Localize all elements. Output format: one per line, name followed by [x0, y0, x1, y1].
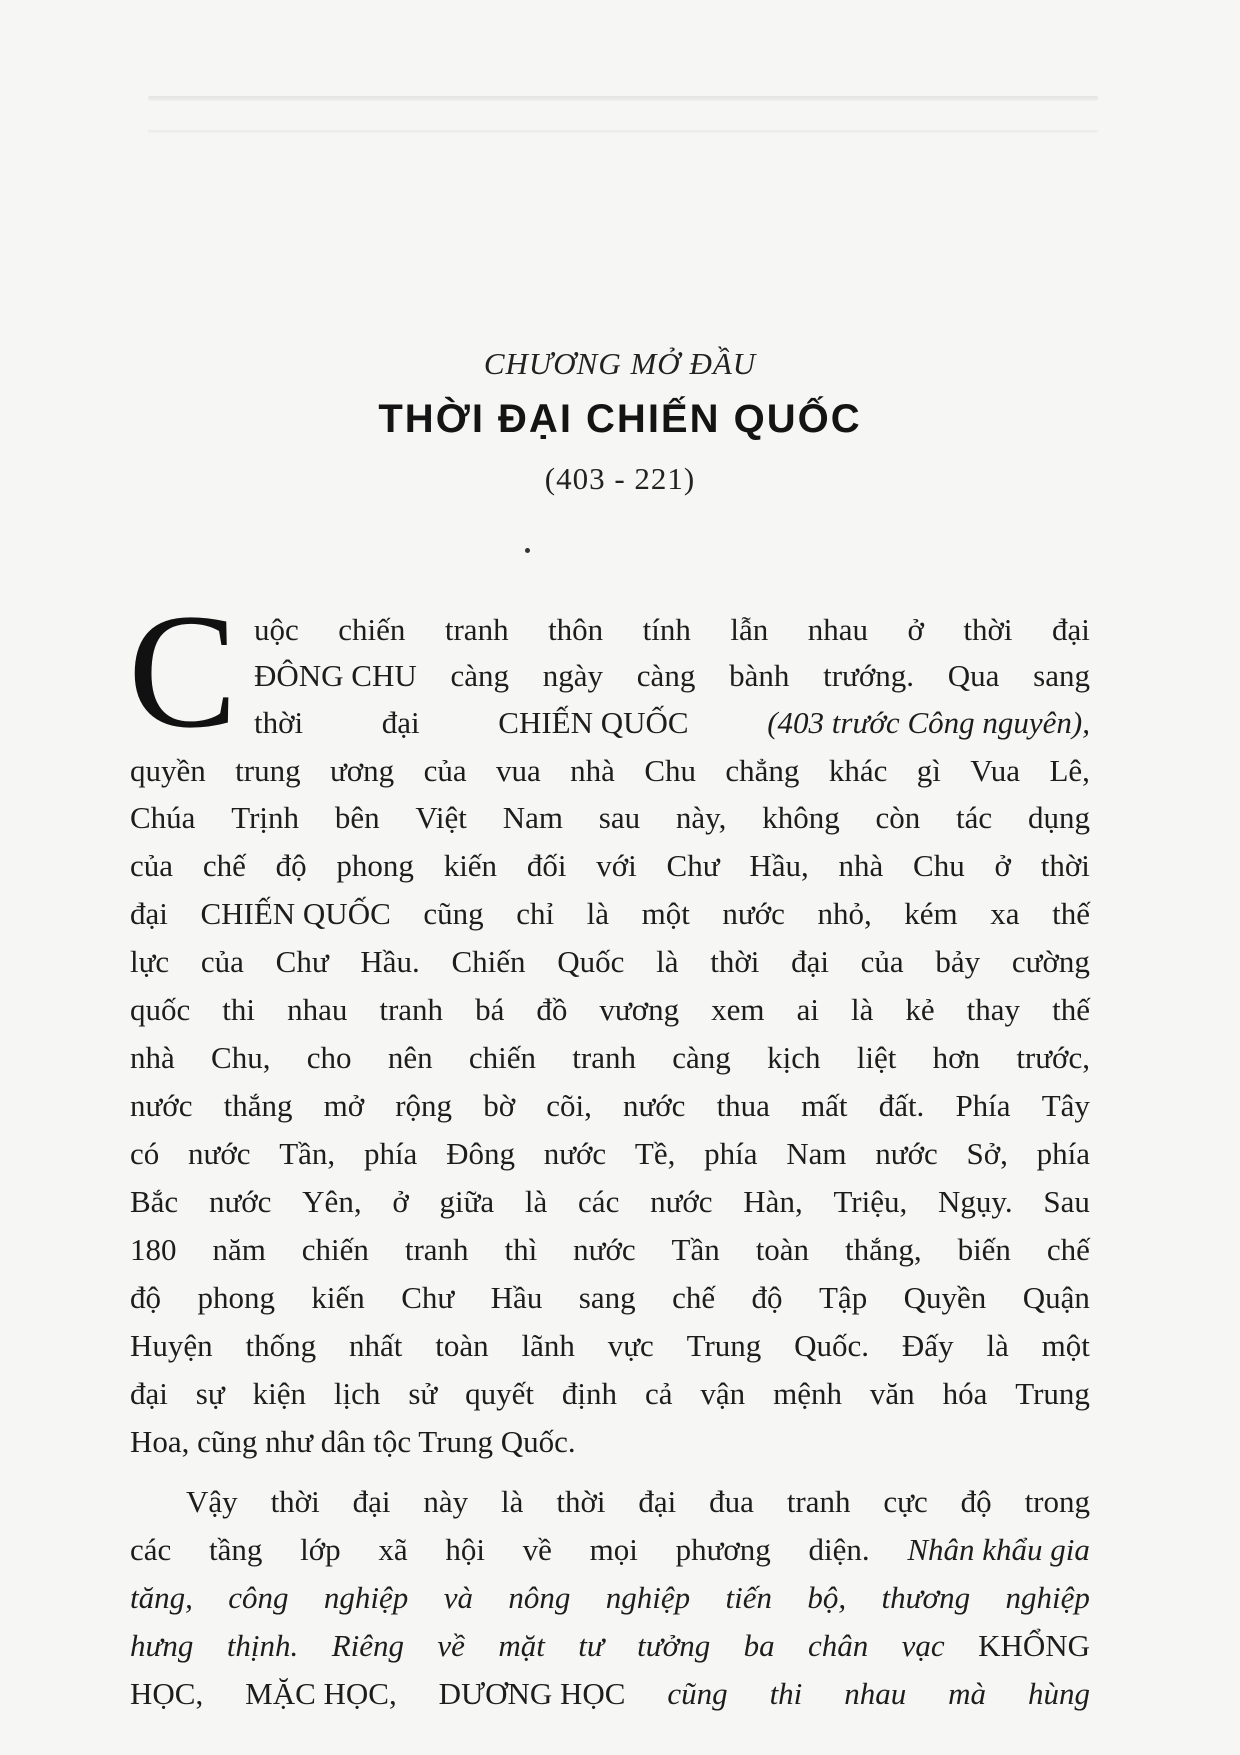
- paragraph-line: độ phong kiến Chư Hầu sang chế độ Tập Quyền Quận: [130, 1280, 1090, 1315]
- drop-cap: C: [128, 581, 238, 762]
- paragraph-line: HỌC, MẶC HỌC, DƯƠNG HỌC cũng thi nhau mà hùng: [130, 1676, 1090, 1711]
- paragraph-line: nước thắng mở rộng bờ cõi, nước thua mất đất. Phía Tây: [130, 1088, 1090, 1123]
- paragraph-line: có nước Tần, phía Đông nước Tề, phía Nam nước Sở, phía: [130, 1136, 1090, 1171]
- paragraph-line: 180 năm chiến tranh thì nước Tần toàn thắng, biến chế: [130, 1232, 1090, 1267]
- chapter-label: CHƯƠNG MỞ ĐẦU: [483, 346, 757, 381]
- paragraph-line: Bắc nước Yên, ở giữa là các nước Hàn, Triệu, Ngụy. Sau: [130, 1184, 1090, 1219]
- paragraph-line: đại CHIẾN QUỐC cũng chỉ là một nước nhỏ, kém xa thế: [130, 896, 1090, 931]
- paragraph-line: quyền trung ương của vua nhà Chu chẳng khác gì Vua Lê,: [130, 753, 1090, 788]
- bleed-through-line: [148, 96, 1098, 101]
- paragraph-line: Huyện thống nhất toàn lãnh vực Trung Quốc. Đấy là một: [130, 1328, 1090, 1363]
- bleed-through-line: [148, 130, 1098, 133]
- chapter-title: THỜI ĐẠI CHIẾN QUỐC: [378, 397, 862, 441]
- paragraph-line: uộc chiến tranh thôn tính lẫn nhau ở thời đại: [254, 612, 1090, 647]
- paragraph-line: ĐÔNG CHU càng ngày càng bành trướng. Qua sang: [254, 658, 1090, 693]
- paragraph-line: Chúa Trịnh bên Việt Nam sau này, không còn tác dụng: [130, 800, 1090, 835]
- paragraph-line: lực của Chư Hầu. Chiến Quốc là thời đại của bảy cường: [130, 944, 1090, 979]
- ornament-dot: [525, 548, 530, 553]
- paragraph-line: Vậy thời đại này là thời đại đua tranh cực độ trong: [186, 1484, 1090, 1519]
- paragraph-line: hưng thịnh. Riêng về mặt tư tưởng ba chân vạc KHỔNG: [130, 1628, 1090, 1663]
- paragraph-line: thời đại CHIẾN QUỐC (403 trước Công nguyên),: [254, 705, 1090, 740]
- paragraph-line: quốc thi nhau tranh bá đồ vương xem ai là kẻ thay thế: [130, 992, 1090, 1027]
- paragraph-line: nhà Chu, cho nên chiến tranh càng kịch liệt hơn trước,: [130, 1040, 1090, 1075]
- chapter-years: (403 - 221): [544, 461, 696, 496]
- paragraph-line: của chế độ phong kiến đối với Chư Hầu, nhà Chu ở thời: [130, 848, 1090, 883]
- paragraph-line: Hoa, cũng như dân tộc Trung Quốc.: [130, 1424, 576, 1459]
- paragraph-line: tăng, công nghiệp và nông nghiệp tiến bộ, thương nghiệp: [130, 1580, 1090, 1615]
- paragraph-line: đại sự kiện lịch sử quyết định cả vận mệnh văn hóa Trung: [130, 1376, 1090, 1411]
- paragraph-line: các tầng lớp xã hội về mọi phương diện. Nhân khẩu gia: [130, 1532, 1090, 1567]
